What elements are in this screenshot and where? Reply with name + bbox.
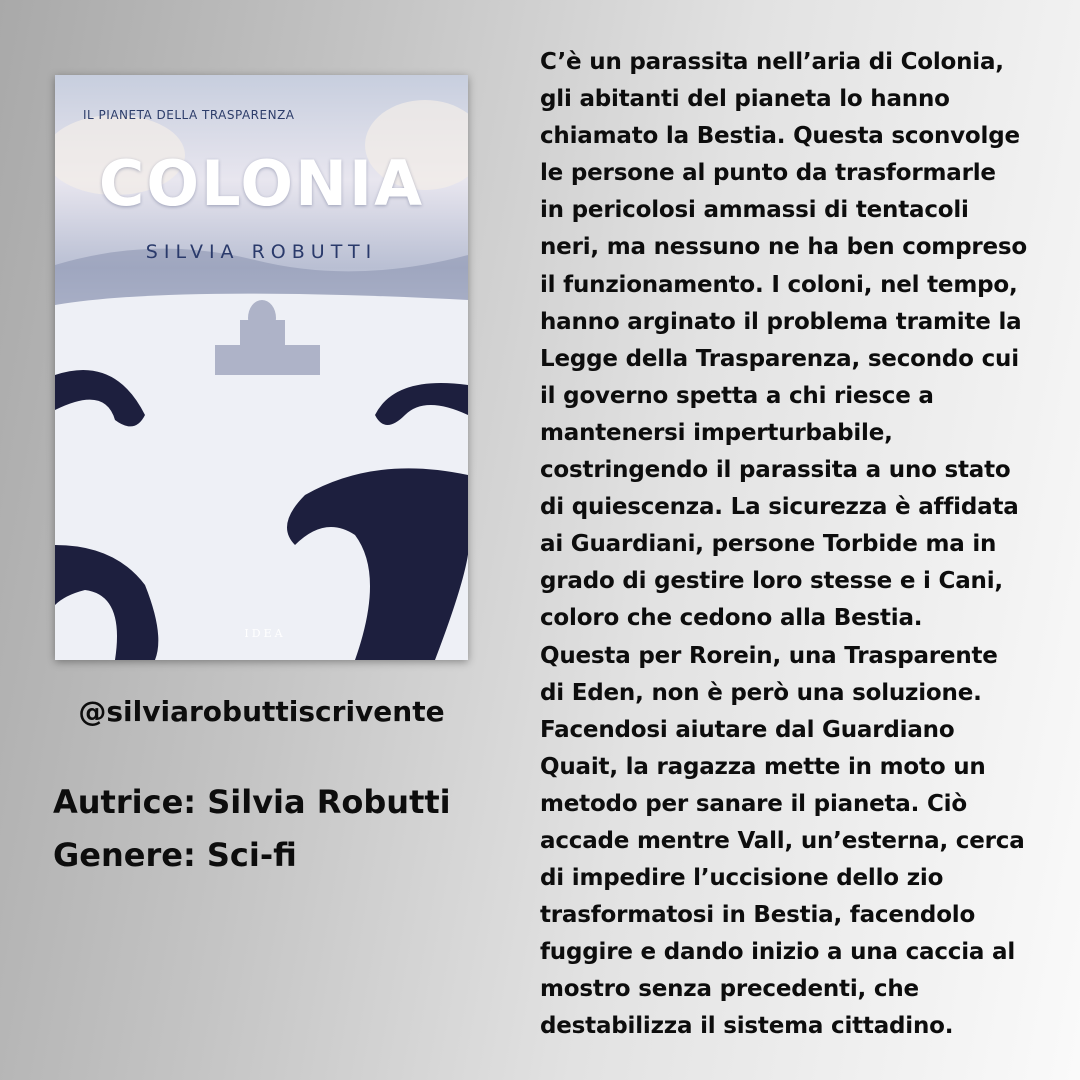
description-line: costringendo il parassita a uno stato [540, 457, 1011, 484]
description-line: gli abitanti del pianeta lo hanno [540, 86, 950, 113]
description-line: Facendosi aiutare dal Guardiano [540, 716, 955, 743]
description-line: fuggire e dando inizio a una caccia al [540, 939, 1016, 966]
description-line: di quiescenza. La sicurezza è affidata [540, 494, 1019, 521]
social-handle: @silviarobuttiscrivente [78, 695, 445, 728]
description-line: ai Guardiani, persone Torbide ma in [540, 531, 997, 558]
cover-title: COLONIA [98, 147, 425, 220]
description-line: hanno arginato il problema tramite la [540, 308, 1022, 335]
description-line: trasformatosi in Bestia, facendolo [540, 902, 976, 929]
description-line: il funzionamento. I coloni, nel tempo, [540, 271, 1018, 298]
publisher-logo: IDEA [244, 627, 286, 640]
description-line: in pericolosi ammassi di tentacoli [540, 197, 969, 224]
description-line: accade mentre Vall, un’esterna, cerca [540, 827, 1025, 854]
cover-series-title: IL PIANETA DELLA TRASPARENZA [83, 108, 295, 122]
book-description [540, 44, 1027, 1046]
description-line: neri, ma nessuno ne ha ben compreso [540, 234, 1027, 261]
description-line: di Eden, non è però una soluzione. [540, 679, 982, 706]
description-line: mostro senza precedenti, che [540, 976, 919, 1003]
description-line: coloro che cedono alla Bestia. [540, 605, 923, 632]
description-line: le persone al punto da trasformarle [540, 160, 996, 187]
description-line: di impedire l’uccisione dello zio [540, 865, 944, 892]
description-line: destabilizza il sistema cittadino. [540, 1013, 954, 1040]
cover-author: SILVIA ROBUTTI [145, 241, 378, 263]
book-cover [55, 75, 468, 660]
description-line: Legge della Trasparenza, secondo cui [540, 345, 1019, 372]
description-line: grado di gestire loro stesse e i Cani, [540, 568, 1003, 595]
description-line: mantenersi imperturbabile, [540, 419, 893, 446]
description-line: Quait, la ragazza mette in moto un [540, 753, 986, 780]
description-line: Questa per Rorein, una Trasparente [540, 642, 998, 669]
genre-line: Genere: Sci-fi [53, 836, 297, 874]
description-line: metodo per sanare il pianeta. Ciò [540, 790, 967, 817]
author-line: Autrice: Silvia Robutti [53, 783, 451, 821]
description-line: chiamato la Bestia. Questa sconvolge [540, 123, 1020, 150]
description-line: C’è un parassita nell’aria di Colonia, [540, 49, 1004, 75]
description-line: il governo spetta a chi riesce a [540, 382, 934, 409]
